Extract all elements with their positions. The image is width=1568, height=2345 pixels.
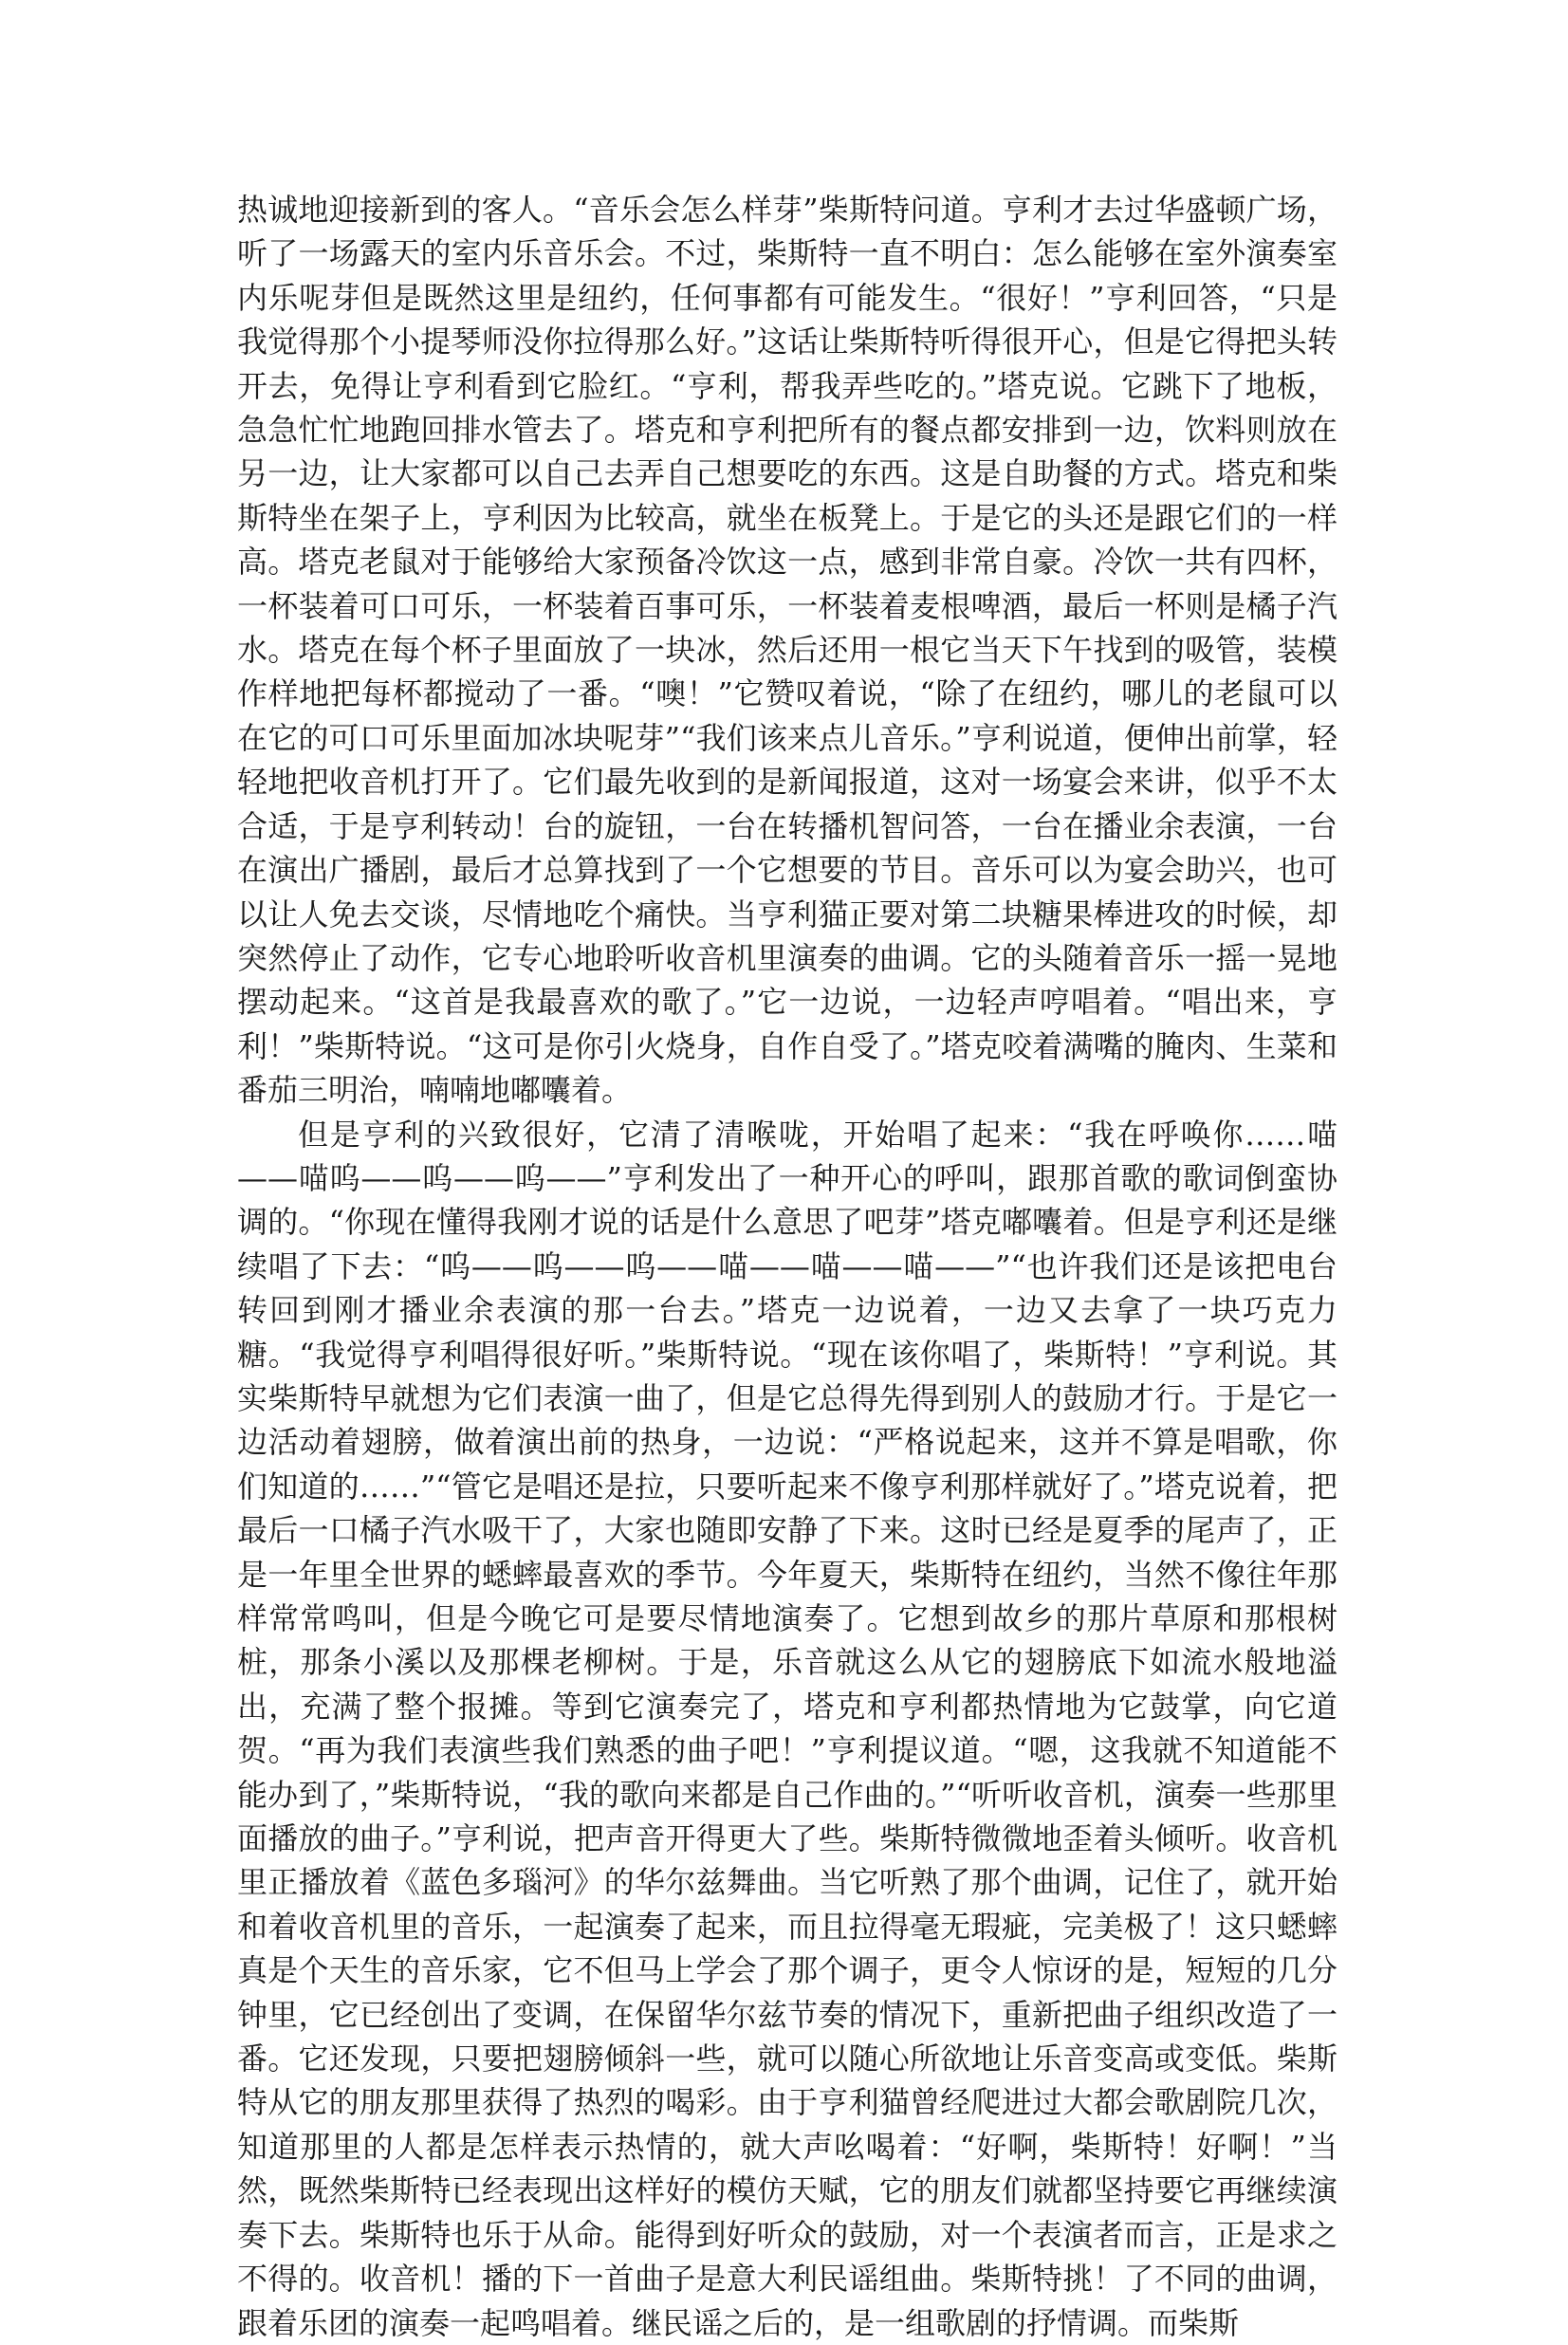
paragraph-2: 但是亨利的兴致很好，它清了清喉咙，开始唱了起来：“我在呼唤你……喵——喵呜——呜——呜——”亨利发出了一种开心的呼叫，跟那首歌的歌词倒蛮协调的。“你现在懂得我刚才说的话是什么意思了吧芽”塔克嘟囔着。但是亨利还是继续唱了下去：“呜——呜——呜——喵——喵——喵——”“也许我们还是该把电台转回到刚才播业余表演的那一台去。”塔克一边说着，一边又去拿了一块巧克力糖。“我觉得亨利唱得很好听。”柴斯特说。“现在该你唱了，柴斯特！”亨利说。其实柴斯特早就想为它们表演一曲了，但是它总得先得到别人的鼓励才行。于是它一边活动着翅膀，做着演出前的热身，一边说：“严格说起来，这并不算是唱歌，你们知道的……”“管它是唱还是拉，只要听起来不像亨利那样就好了。”塔克说着，把最后一口橘子汽水吸干了，大家也随即安静了下来。这时已经是夏季的尾声了，正是一年里全世界的蟋蟀最喜欢的季节。今年夏天，柴斯特在纽约，当然不像往年那样常常鸣叫，但是今晚它可是要尽情地演奏了。它想到故乡的那片草原和那根树桩，那条小溪以及那棵老柳树。于是，乐音就这么从它的翅膀底下如流水般地溢出，充满了整个报摊。等到它演奏完了，塔克和亨利都热情地为它鼓掌，向它道贺。“再为我们表演些我们熟悉的曲子吧！”亨利提议道。“嗯，这我就不知道能不能办到了，”柴斯特说，“我的歌向来都是自己作曲的。”“听听收音机，演奏一些那里面播放的曲子。”亨利说，把声音开得更大了些。柴斯特微微地歪着头倾听。收音机里正播放着《蓝色多瑙河》的华尔兹舞曲。当它听熟了那个曲调，记住了，就开始和着收音机里的音乐，一起演奏了起来，而且拉得毫无瑕疵，完美极了！这只蟋蟀真是个天生的音乐家，它不但马上学会了那个调子，更令人惊讶的是，短短的几分钟里，它已经创出了变调，在保留华尔兹节奏的情况下，重新把曲子组织改造了一番。它还发现，只要把翅膀倾斜一些，就可以随心所欲地让乐音变高或变低。柴斯特从它的朋友那里获得了热烈的喝彩。由于亨利猫曾经爬进过大都会歌剧院几次，知道那里的人都是怎样表示热情的，就大声吆喝着：“好啊，柴斯特！好啊！”当然，既然柴斯特已经表现出这样好的模仿天赋，它的朋友们就都坚持要它再继续演奏下去。柴斯特也乐于从命。能得到好听众的鼓励，对一个表演者而言，正是求之不得的。收音机！播的下一首曲子是意大利民谣组曲。柴斯特挑！了不同的曲调，跟着乐团的演奏一起鸣唱着。继民谣之后的，是一组歌剧的抒情调。而柴斯 xyxy=(237,1116,1337,2341)
document-page xyxy=(237,188,1337,2345)
paragraph-1: 热诚地迎接新到的客人。“音乐会怎么样芽”柴斯特问道。亨利才去过华盛顿广场，听了一场露天的室内乐音乐会。不过，柴斯特一直不明白：怎么能够在室外演奏室内乐呢芽但是既然这里是纽约，任何事都有可能发生。“很好！”亨利回答，“只是我觉得那个小提琴师没你拉得那么好。”这话让柴斯特听得很开心，但是它得把头转开去，免得让亨利看到它脸红。“亨利，帮我弄些吃的。”塔克说。它跳下了地板，急急忙忙地跑回排水管去了。塔克和亨利把所有的餐点都安排到一边，饮料则放在另一边，让大家都可以自己去弄自己想要吃的东西。这是自助餐的方式。塔克和柴斯特坐在架子上，亨利因为比较高，就坐在板凳上。于是它的头还是跟它们的一样高。塔克老鼠对于能够给大家预备冷饮这一点，感到非常自豪。冷饮一共有四杯，一杯装着可口可乐，一杯装着百事可乐，一杯装着麦根啤酒，最后一杯则是橘子汽水。塔克在每个杯子里面放了一块冰，然后还用一根它当天下午找到的吸管，装模作样地把每杯都搅动了一番。“噢！”它赞叹着说，“除了在纽约，哪儿的老鼠可以在它的可口可乐里面加冰块呢芽”“我们该来点儿音乐。”亨利说道，便伸出前掌，轻轻地把收音机打开了。它们最先收到的是新闻报道，这对一场宴会来讲，似乎不太合适，于是亨利转动！台的旋钮，一台在转播机智问答，一台在播业余表演，一台在演出广播剧，最后才总算找到了一个它想要的节目。音乐可以为宴会助兴，也可以让人免去交谈，尽情地吃个痛快。当亨利猫正要对第二块糖果棒进攻的时候，却突然停止了动作，它专心地聆听收音机里演奏的曲调。它的头随着音乐一摇一晃地摆动起来。“这首是我最喜欢的歌了。”它一边说，一边轻声哼唱着。“唱出来，亨利！”柴斯特说。“这可是你引火烧身，自作自受了。”塔克咬着满嘴的腌肉、生菜和番茄三明治，喃喃地嘟囔着。 xyxy=(237,192,1337,1109)
